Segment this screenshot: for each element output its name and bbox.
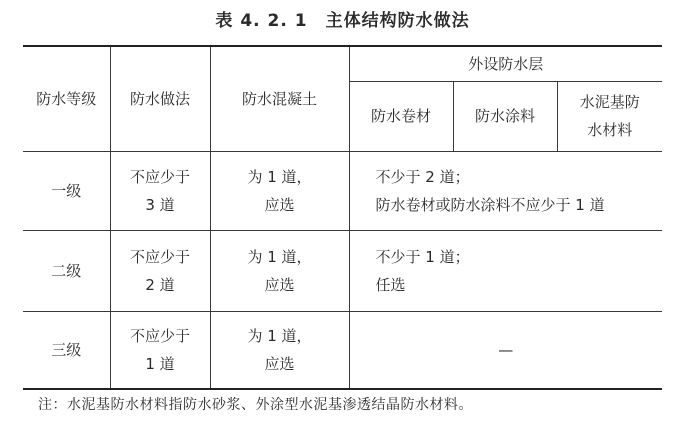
grade-cell: 三级: [23, 311, 110, 389]
concrete-cell: [210, 230, 349, 311]
method-line2: 1 道: [145, 354, 175, 373]
header-cement-material: [557, 81, 662, 151]
header-row-1: [23, 46, 662, 81]
method-cell: [110, 151, 210, 230]
table-row: [23, 151, 662, 230]
method-line2: 2 道: [145, 275, 175, 294]
concrete-line2: 应选: [264, 195, 295, 214]
header-cement-line1: 水泥基防: [579, 93, 640, 111]
external-line2: 防水卷材或防水涂料不应少于 1 道: [375, 195, 605, 214]
external-layer-cell: [349, 151, 662, 230]
header-cement-line2: 水材料: [587, 121, 633, 139]
header-coating: 防水涂料: [453, 81, 557, 151]
external-layer-cell: [349, 230, 662, 311]
table-row: [23, 311, 662, 389]
header-concrete: 防水混凝土: [210, 46, 349, 151]
method-cell: [110, 311, 210, 389]
external-line1: 不少于 2 道；: [375, 167, 470, 186]
method-line1: 不应少于: [129, 167, 190, 186]
method-cell: [110, 230, 210, 311]
header-membrane: 防水卷材: [349, 81, 453, 151]
table-footnote: 注：水泥基防水材料指防水砂浆、外涂型水泥基渗透结晶防水材料。: [38, 397, 473, 413]
external-layer-cell: —: [349, 311, 662, 389]
header-external-group: 外设防水层: [349, 46, 662, 81]
grade-cell: 二级: [23, 230, 110, 311]
method-line1: 不应少于: [129, 247, 190, 266]
header-grade: 防水等级: [23, 46, 110, 151]
table-title: 表 4. 2. 1 主体结构防水做法: [215, 11, 470, 31]
external-line2: 任选: [375, 275, 406, 294]
method-line2: 3 道: [145, 195, 175, 214]
method-line1: 不应少于: [129, 326, 190, 345]
header-method: 防水做法: [110, 46, 210, 151]
grade-cell: 一级: [23, 151, 110, 230]
waterproofing-table: [23, 45, 662, 390]
concrete-cell: [210, 151, 349, 230]
concrete-line2: 应选: [264, 275, 295, 294]
table-row: [23, 230, 662, 311]
concrete-line1: 为 1 道，: [247, 247, 312, 266]
concrete-cell: [210, 311, 349, 389]
concrete-line1: 为 1 道，: [247, 326, 312, 345]
concrete-line2: 应选: [264, 354, 295, 373]
concrete-line1: 为 1 道，: [247, 167, 312, 186]
external-line1: 不少于 1 道；: [375, 247, 470, 266]
